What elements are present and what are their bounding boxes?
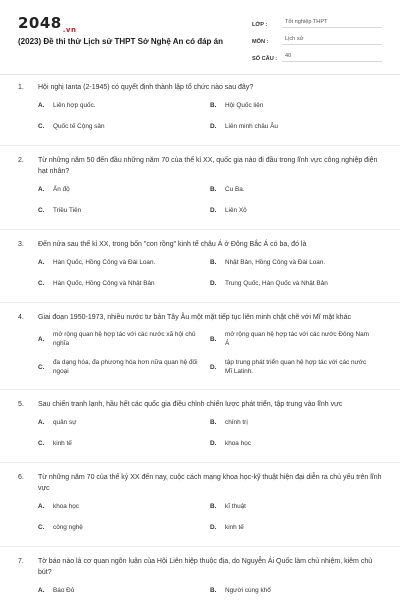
option-text: Trung Quốc, Hàn Quốc và Nhật Bản [225, 280, 328, 287]
question-text: Giai đoạn 1950-1973, nhiều nước tư bản Tây Âu một mặt tiếp tục liên minh chặt chẽ với Mĩ mặt khác [38, 314, 351, 321]
answer-option[interactable] [38, 522, 210, 533]
meta-value: Lịch sử [282, 36, 382, 45]
question-number: 7. [18, 558, 24, 565]
option-text: Ấn độ [53, 186, 70, 193]
question-item [0, 82, 400, 132]
option-letter: C. [38, 524, 45, 531]
option-text: Triều Tiên [53, 207, 82, 214]
question-item [0, 155, 400, 216]
question-divider [0, 302, 400, 303]
option-text: đa dạng hóa, đa phương hóa hơn nữa quan hệ đối ngoại [53, 359, 198, 375]
option-letter: C. [38, 280, 45, 287]
option-letter: D. [210, 363, 217, 371]
answer-option[interactable] [210, 522, 382, 533]
option-letter: A. [38, 419, 45, 426]
option-text: kinh tế [225, 524, 244, 531]
answer-option[interactable] [38, 438, 210, 449]
question-header [18, 239, 382, 250]
option-text: kĩ thuật [225, 503, 246, 510]
option-letter: B. [210, 259, 217, 266]
option-text: mở rộng quan hệ hợp tác với các nước xã hội chủ nghĩa [53, 331, 196, 347]
meta-key: MÔN : [252, 39, 269, 45]
question-divider [0, 229, 400, 230]
meta-value: Tốt nghiệp THPT [282, 19, 382, 28]
meta-key: SỐ CÂU : [252, 56, 278, 62]
brand-suffix: .vn [62, 26, 77, 34]
option-letter: B. [210, 335, 217, 343]
option-letter: D. [210, 123, 217, 130]
meta-value: 40 [282, 53, 382, 62]
answer-options [18, 585, 382, 596]
option-text: Quốc tế Cộng sản [53, 123, 105, 130]
option-text: Hội Quốc liên [225, 102, 264, 109]
question-header [18, 399, 382, 410]
option-letter: C. [38, 440, 45, 447]
question-text: Tờ báo nào là cơ quan ngôn luận của Hội Liên hiệp thuộc địa, do Nguyễn Ái Quốc làm chủ nhiệm, kiêm chủ bút? [38, 558, 373, 576]
answer-option[interactable] [38, 417, 210, 428]
option-letter: C. [38, 363, 45, 371]
question-text: Từ những năm 50 đến đầu những năm 70 của thế kỉ XX, quốc gia nào đi đầu trong lĩnh vực công nghiệp điện hạt nhân? [38, 157, 378, 175]
option-text: Hàn Quốc, Hồng Công và Nhật Bản [53, 280, 155, 287]
meta-row-count [252, 48, 382, 62]
answer-option[interactable] [210, 358, 382, 376]
option-letter: A. [38, 335, 45, 343]
option-text: khoa học [225, 440, 251, 447]
answer-options [18, 184, 382, 216]
answer-options [18, 417, 382, 449]
meta-key: LỚP : [252, 22, 268, 28]
answer-option[interactable] [210, 585, 382, 596]
option-text: công nghệ [53, 524, 83, 531]
answer-option[interactable] [38, 100, 210, 111]
question-header [18, 312, 382, 323]
option-text: kinh tế [53, 440, 72, 447]
option-text: chính trị [225, 419, 248, 426]
option-text: Nhật Bản, Hồng Công và Đài Loan. [225, 259, 326, 266]
question-divider [0, 546, 400, 547]
answer-option[interactable] [210, 257, 382, 268]
answer-options [18, 330, 382, 376]
option-letter: B. [210, 186, 217, 193]
brand-logo[interactable] [18, 14, 76, 34]
answer-option[interactable] [210, 184, 382, 195]
option-letter: D. [210, 440, 217, 447]
option-letter: A. [38, 259, 45, 266]
question-text: Sau chiến tranh lạnh, hầu hết các quốc gia điều chỉnh chiến lược phát triển, tập trung vào lĩnh vực [38, 401, 343, 408]
header-divider [0, 74, 400, 75]
option-letter: B. [210, 102, 217, 109]
option-text: mở rộng quan hệ hợp tác với các nước Đông Nam Á [225, 331, 369, 347]
page-title: (2023) Đề thi thử Lịch sử THPT Sở Nghệ An có đáp án [18, 37, 223, 46]
question-header [18, 472, 382, 494]
answer-option[interactable] [38, 121, 210, 132]
option-letter: D. [210, 280, 217, 287]
option-letter: B. [210, 503, 217, 510]
answer-option[interactable] [210, 417, 382, 428]
question-divider [0, 389, 400, 390]
answer-option[interactable] [38, 278, 210, 289]
answer-option[interactable] [210, 330, 382, 348]
option-text: Liên hợp quốc. [53, 102, 96, 109]
question-number: 5. [18, 401, 24, 408]
question-text: Đến nửa sau thế kỉ XX, trong bốn "con rồng" kinh tế châu Á ở Đông Bắc Á có ba, đó là [38, 241, 307, 248]
option-letter: C. [38, 123, 45, 130]
header [0, 0, 400, 70]
question-item [0, 312, 400, 376]
answer-option[interactable] [38, 205, 210, 216]
question-item [0, 399, 400, 449]
question-number: 3. [18, 241, 24, 248]
question-item [0, 472, 400, 533]
question-list [0, 82, 400, 600]
meta-row-grade [252, 14, 382, 28]
answer-option[interactable] [38, 585, 210, 596]
answer-options [18, 257, 382, 289]
option-letter: A. [38, 102, 45, 109]
brand-name: 2048 [18, 14, 62, 32]
answer-options [18, 501, 382, 533]
answer-options [18, 100, 382, 132]
option-text: Cu Ba. [225, 186, 245, 193]
option-text: khoa học [53, 503, 79, 510]
answer-option[interactable] [210, 121, 382, 132]
question-divider [0, 145, 400, 146]
answer-option[interactable] [38, 184, 210, 195]
option-letter: B. [210, 587, 217, 594]
option-text: Người cùng khổ [225, 587, 271, 594]
option-letter: A. [38, 503, 45, 510]
option-text: tập trung phát triển quan hệ hợp tác với các nước Mĩ Latinh. [225, 359, 367, 375]
question-text: Hội nghị Ianta (2-1945) có quyết định thành lập tổ chức nào sau đây? [38, 84, 254, 91]
answer-option[interactable] [38, 501, 210, 512]
option-text: Liên Xô [225, 207, 247, 214]
option-text: Hàn Quốc, Hồng Công và Đài Loan. [53, 259, 156, 266]
option-text: quân sự [53, 419, 77, 426]
option-letter: D. [210, 524, 217, 531]
option-letter: D. [210, 207, 217, 214]
option-letter: A. [38, 186, 45, 193]
question-item [0, 239, 400, 289]
answer-option[interactable] [38, 330, 210, 348]
question-number: 2. [18, 157, 24, 164]
question-divider [0, 462, 400, 463]
answer-option[interactable] [210, 438, 382, 449]
option-letter: A. [38, 587, 45, 594]
question-header [18, 155, 382, 177]
question-item [0, 556, 400, 596]
answer-option[interactable] [210, 501, 382, 512]
option-letter: B. [210, 419, 217, 426]
answer-option[interactable] [210, 278, 382, 289]
answer-option[interactable] [210, 205, 382, 216]
question-header [18, 82, 382, 93]
question-number: 4. [18, 314, 24, 321]
meta-row-subject [252, 31, 382, 45]
answer-option[interactable] [38, 257, 210, 268]
question-header [18, 556, 382, 578]
option-text: Liên minh châu Âu [225, 123, 278, 130]
question-number: 6. [18, 474, 24, 481]
answer-option[interactable] [38, 358, 210, 376]
question-text: Từ những năm 70 của thế kỷ XX đến nay, cuộc cách mạng khoa học-kỹ thuật hiện đại diễn ra chủ yếu trên lĩnh vực [38, 474, 382, 492]
question-number: 1. [18, 84, 24, 91]
option-text: Báo Đỏ [53, 587, 75, 594]
option-letter: C. [38, 207, 45, 214]
answer-option[interactable] [210, 100, 382, 111]
exam-meta [252, 14, 382, 65]
